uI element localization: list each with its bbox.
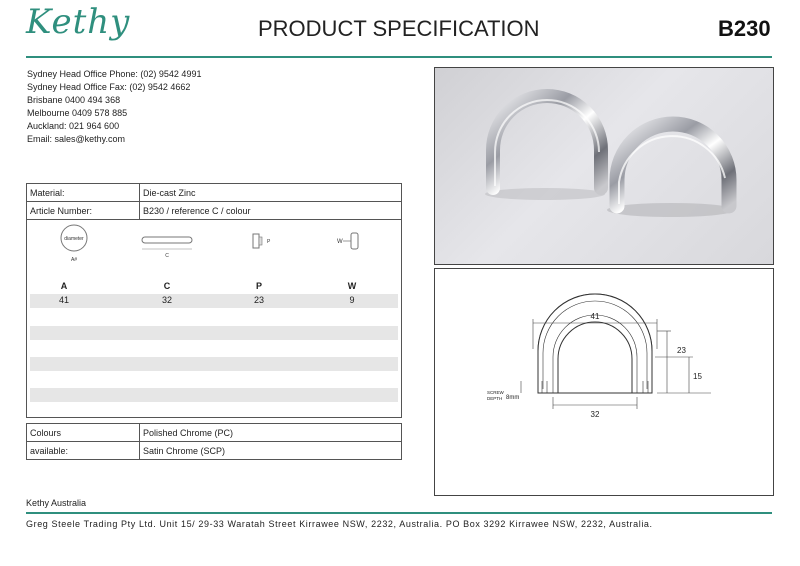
- empty-row: [30, 388, 398, 402]
- dim-width-bottom: 32: [590, 410, 600, 419]
- col-header-a: A: [60, 281, 68, 291]
- depth-label: DEPTH: [487, 396, 503, 401]
- contact-line: Brisbane 0400 494 368: [27, 95, 121, 105]
- diameter-icon: [49, 223, 109, 263]
- material-row: [27, 184, 402, 202]
- empty-row: [30, 326, 398, 340]
- dim-height-inner: 15: [693, 372, 702, 381]
- footer-company: Kethy Australia: [26, 498, 87, 508]
- screw-label: SCREW: [487, 390, 504, 395]
- contact-line: Melbourne 0409 578 885: [27, 108, 128, 118]
- product-photo: [434, 67, 774, 265]
- contact-line: Auckland: 021 964 600: [27, 121, 120, 131]
- contact-block: [27, 68, 201, 146]
- a-icon-text: A#: [70, 257, 78, 263]
- p-icon-text: P: [267, 239, 271, 245]
- contact-line: Sydney Head Office Phone: (02) 9542 4991: [27, 69, 202, 79]
- dimension-values-row: [30, 294, 398, 308]
- value-a: 41: [58, 295, 69, 305]
- col-header-c: C: [163, 281, 171, 291]
- colours-label-2: available:: [27, 442, 140, 460]
- colours-row: [27, 442, 402, 460]
- c-icon-text: C: [165, 253, 169, 259]
- page-title: PRODUCT SPECIFICATION: [258, 16, 540, 41]
- value-c: 32: [161, 295, 172, 305]
- colours-table: [26, 423, 402, 460]
- footer-address: Greg Steele Trading Pty Ltd. Unit 15/ 29-33 Waratah Street Kirrawee NSW, 2232, Australia. PO Box 3292 Kirrawee NSW, 2232, Australia.: [26, 519, 653, 529]
- projection-icon: [241, 223, 301, 263]
- diameter-text: diameter: [64, 236, 84, 242]
- material-value: Die-cast Zinc: [140, 184, 402, 202]
- contact-line: Email: sales@kethy.com: [27, 134, 125, 144]
- col-header-p: P: [255, 281, 262, 291]
- dim-width-top: 41: [590, 312, 600, 321]
- col-header-w: W: [347, 281, 357, 291]
- product-code: B230: [718, 16, 771, 41]
- brand-logo: Kethy: [26, 2, 131, 42]
- header-divider: [26, 56, 772, 58]
- colour-option: Polished Chrome (PC): [140, 424, 402, 442]
- screw-depth-value: 8mm: [506, 395, 520, 401]
- empty-row: [30, 357, 398, 371]
- w-icon-text: W: [337, 239, 343, 245]
- colours-label: Colours: [27, 424, 140, 442]
- colour-option: Satin Chrome (SCP): [140, 442, 402, 460]
- contact-line: Sydney Head Office Fax: (02) 9542 4662: [27, 82, 191, 92]
- dim-height-outer: 23: [677, 346, 686, 355]
- value-p: 23: [253, 295, 264, 305]
- technical-drawing: [434, 268, 774, 496]
- material-label: Material:: [27, 184, 140, 202]
- article-label: Article Number:: [27, 202, 140, 220]
- dimension-panel: [26, 215, 402, 418]
- width-icon: [333, 223, 393, 263]
- length-icon: [139, 223, 199, 263]
- colours-row: [27, 424, 402, 442]
- value-w: 9: [349, 295, 355, 305]
- article-value: B230 / reference C / colour: [140, 202, 402, 220]
- footer-divider: [26, 512, 772, 514]
